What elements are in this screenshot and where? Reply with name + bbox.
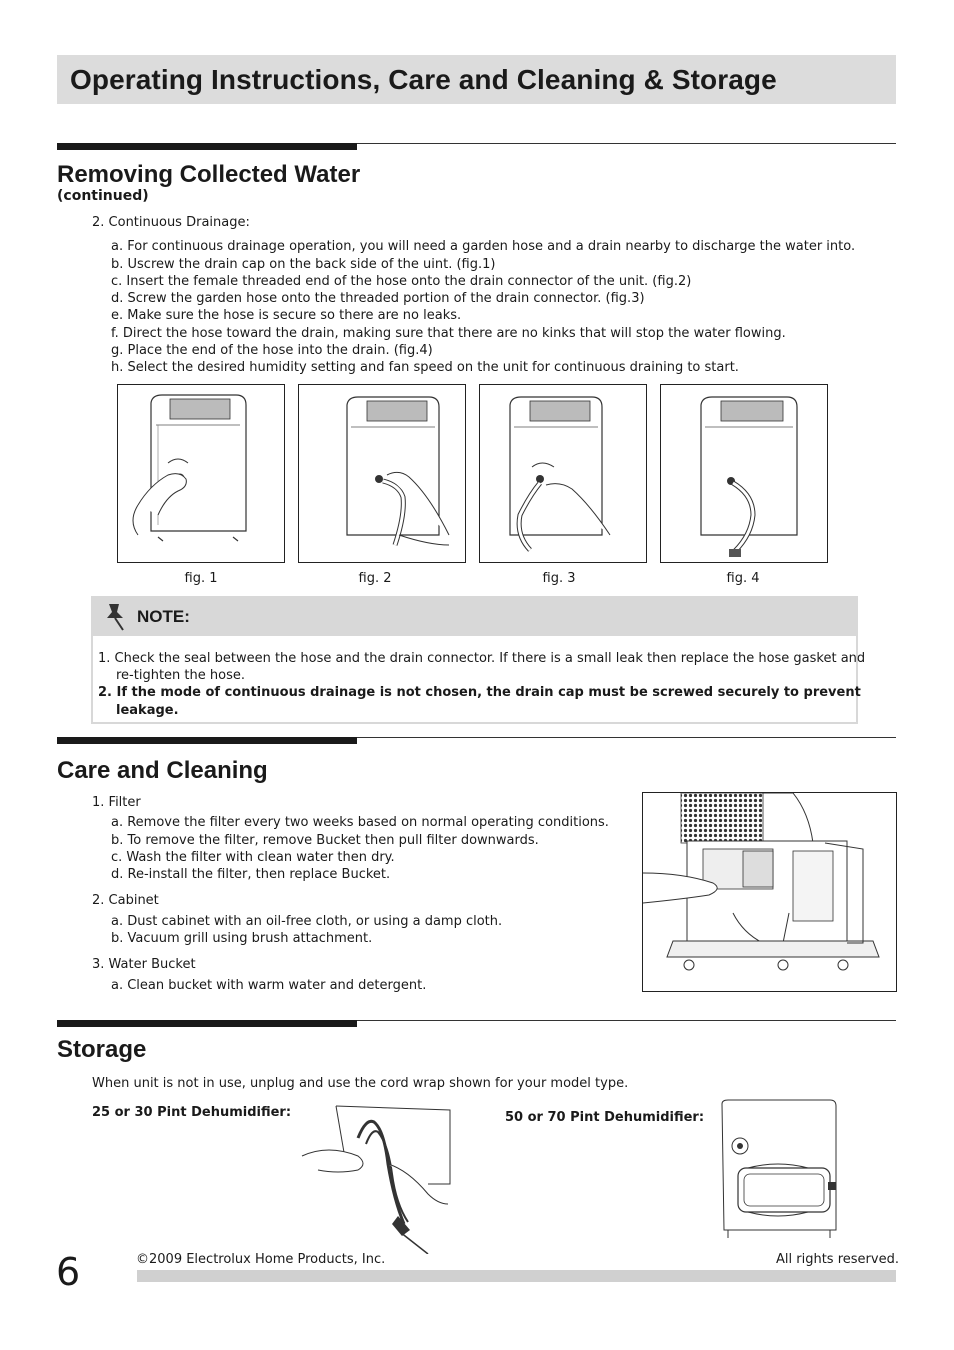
care-heading: Care and Cleaning	[57, 757, 268, 784]
storage-intro: When unit is not in use, unplug and use the cord wrap shown for your model type.	[92, 1076, 629, 1091]
large-cord-wrap-figure	[718, 1098, 846, 1240]
filter-step-c: c. Wash the filter with clean water then dry.	[111, 850, 395, 865]
note-item-1: 1. Check the seal between the hose and the drain connector. If there is a small leak then replace the hose gasket and	[98, 651, 866, 666]
section-rule-accent	[57, 737, 357, 744]
bucket-title: 3. Water Bucket	[92, 957, 196, 972]
step-c: c. Insert the female threaded end of the hose onto the drain connector of the unit. (fig.2)	[111, 274, 692, 289]
filter-step-b: b. To remove the filter, remove Bucket then pull filter downwards.	[111, 833, 539, 848]
figure-4	[660, 384, 828, 563]
note-item-2: 2. If the mode of continuous drainage is not chosen, the drain cap must be screwed securely to prevent	[98, 685, 861, 700]
continued-label: (continued)	[57, 188, 149, 204]
rights-reserved: All rights reserved.	[776, 1252, 899, 1267]
note-item-2-cont: leakage.	[116, 703, 179, 718]
hose-attach-illustration	[299, 385, 465, 562]
large-model-label: 50 or 70 Pint Dehumidifier:	[505, 1110, 705, 1125]
step-f: f. Direct the hose toward the drain, making sure that there are no kinks that will stop the water flowing.	[111, 326, 786, 341]
removing-heading: Removing Collected Water	[57, 161, 361, 188]
fig-4-label: fig. 4	[726, 571, 760, 586]
cord-wrap-small-illustration	[298, 1104, 456, 1254]
cord-wrap-large-illustration	[718, 1098, 846, 1240]
fig-2-label: fig. 2	[358, 571, 392, 586]
storage-heading: Storage	[57, 1036, 147, 1063]
note-header	[93, 598, 856, 636]
fig-3-label: fig. 3	[542, 571, 576, 586]
section-rule-accent	[57, 1020, 357, 1027]
hose-to-drain-illustration	[661, 385, 827, 562]
hose-screw-illustration	[480, 385, 646, 562]
filter-figure	[642, 792, 897, 992]
filter-removal-illustration	[643, 793, 896, 991]
drainage-title: 2. Continuous Drainage:	[92, 215, 250, 230]
pushpin-icon	[103, 602, 129, 632]
filter-title: 1. Filter	[92, 795, 141, 810]
footer-bar	[137, 1270, 896, 1282]
dehumidifier-drain-cap-illustration	[118, 385, 284, 562]
title-bar	[57, 55, 896, 104]
step-a: a. For continuous drainage operation, you will need a garden hose and a drain nearby to discharge the water into.	[111, 239, 856, 254]
step-h: h. Select the desired humidity setting and fan speed on the unit for continuous draining to start.	[111, 360, 739, 375]
cabinet-step-a: a. Dust cabinet with an oil-free cloth, or using a damp cloth.	[111, 914, 503, 929]
step-g: g. Place the end of the hose into the drain. (fig.4)	[111, 343, 433, 358]
page-title: Operating Instructions, Care and Cleaning & Storage	[70, 64, 777, 95]
figure-2	[298, 384, 466, 563]
figure-3	[479, 384, 647, 563]
note-label: NOTE:	[137, 607, 190, 626]
small-model-label: 25 or 30 Pint Dehumidifier:	[92, 1105, 292, 1120]
step-e: e. Make sure the hose is secure so there are no leaks.	[111, 308, 462, 323]
section-rule-accent	[57, 143, 357, 150]
fig-1-label: fig. 1	[184, 571, 218, 586]
copyright: ©2009 Electrolux Home Products, Inc.	[136, 1252, 386, 1267]
step-b: b. Uscrew the drain cap on the back side of the uint. (fig.1)	[111, 257, 496, 272]
filter-step-a: a. Remove the filter every two weeks based on normal operating conditions.	[111, 815, 609, 830]
filter-step-d: d. Re-install the filter, then replace Bucket.	[111, 867, 391, 882]
note-item-1-cont: re-tighten the hose.	[116, 668, 245, 683]
bucket-step-a: a. Clean bucket with warm water and detergent.	[111, 978, 427, 993]
page-number: 6	[56, 1250, 81, 1294]
cabinet-step-b: b. Vacuum grill using brush attachment.	[111, 931, 373, 946]
small-cord-wrap-figure	[298, 1104, 456, 1254]
step-d: d. Screw the garden hose onto the threaded portion of the drain connector. (fig.3)	[111, 291, 645, 306]
note-box	[91, 596, 866, 724]
figure-1	[117, 384, 285, 563]
cabinet-title: 2. Cabinet	[92, 893, 159, 908]
